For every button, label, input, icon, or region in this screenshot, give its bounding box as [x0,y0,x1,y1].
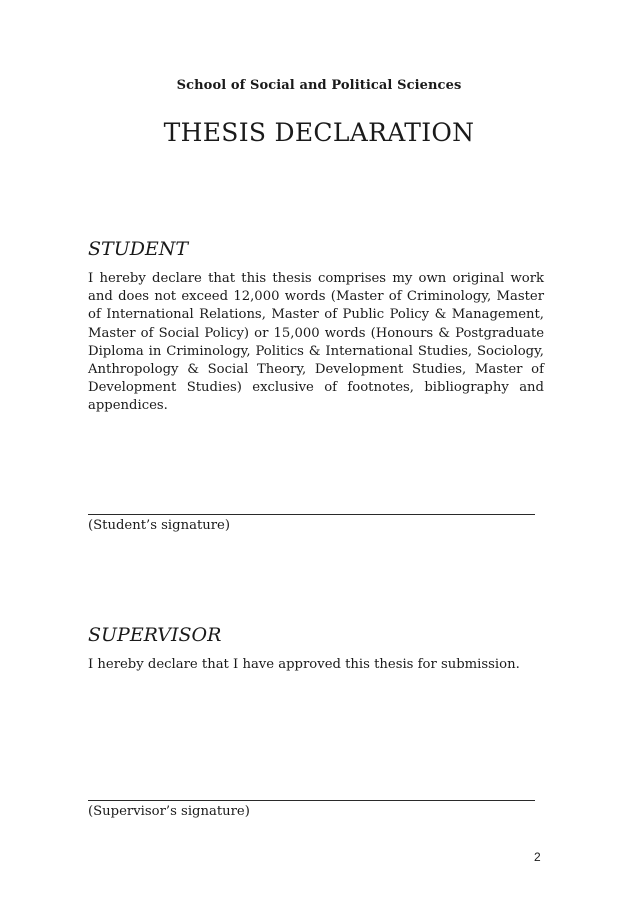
supervisor-signature-label: (Supervisor’s signature) [88,804,250,819]
student-signature-line [88,514,535,515]
page-title: THESIS DECLARATION [163,118,475,147]
supervisor-declaration-text: I hereby declare that I have approved this thesis for submission. [88,657,520,672]
student-declaration-text: I hereby declare that this thesis comprises my own original work and does not exceed 12,000 words (Master of Criminology, Master of International Relations, Master of Public Policy & Management, Master of Social Policy) or 15,000 words (Honours & Postgraduate Diploma in Criminology, Politics & International Studies, Sociology, Anthropology & Social Theory, Development Studies, Master of Development Studies) exclusive of footnotes, bibliography and appendices. [88,271,544,414]
student-heading: STUDENT [88,238,189,260]
school-name: School of Social and Political Sciences [176,78,462,93]
supervisor-heading: SUPERVISOR [88,624,222,646]
page-number: 2 [534,850,541,864]
supervisor-signature-line [88,800,535,801]
student-signature-label: (Student’s signature) [88,518,230,533]
